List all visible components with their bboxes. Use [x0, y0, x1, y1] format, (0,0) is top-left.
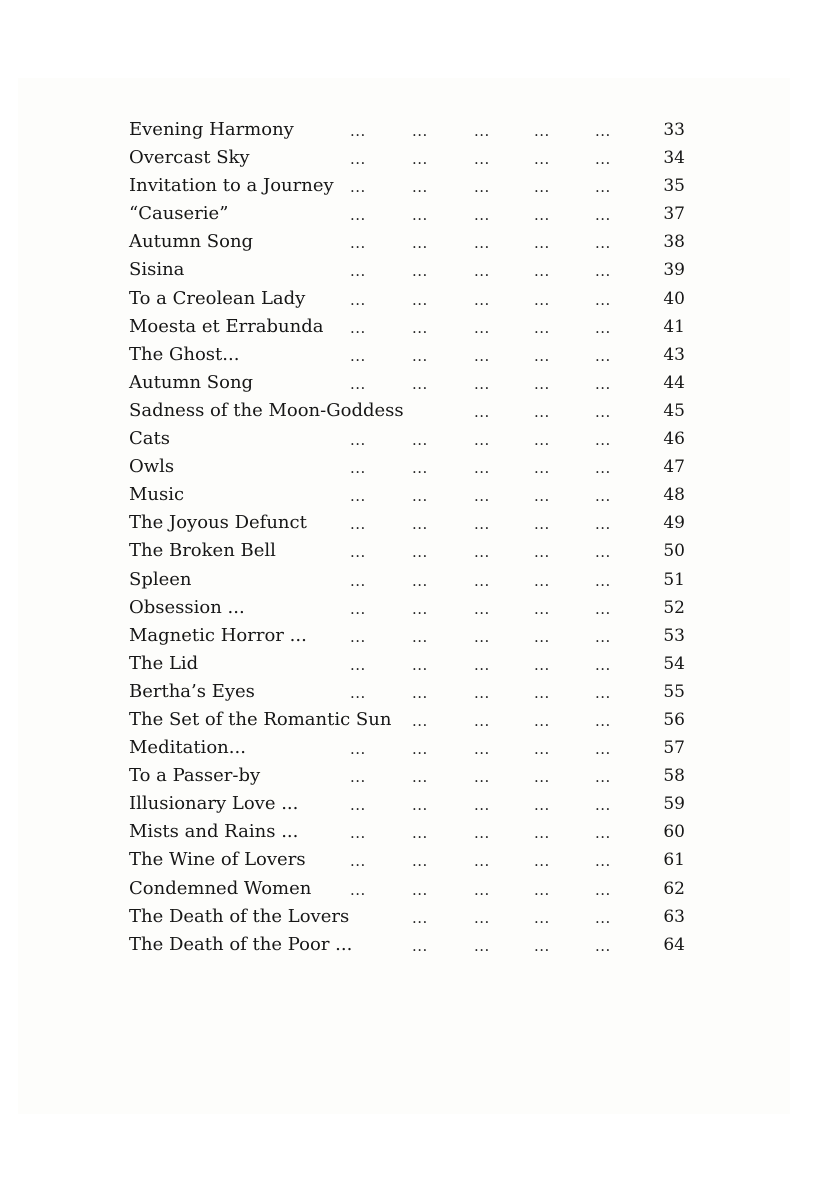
leader-dot-group: ...: [474, 487, 490, 506]
leader-dot-group: ...: [412, 627, 428, 646]
leader-dot-group: ...: [595, 543, 611, 562]
leader-dot-group: ...: [534, 852, 550, 871]
leader-dot-group: ...: [595, 234, 611, 253]
leader-dot-group: ...: [595, 487, 611, 506]
toc-entry-title: Obsession ...: [129, 596, 245, 618]
leader-dot-group: ...: [350, 852, 366, 871]
toc-entry-title: Meditation...: [129, 737, 246, 759]
toc-entry-title: Invitation to a Journey: [129, 175, 334, 197]
leader-dot-group: ...: [474, 459, 490, 478]
leader-dot-group: ...: [412, 515, 428, 534]
leader-dot-group: ...: [534, 122, 550, 140]
leader-dot-group: ...: [595, 768, 611, 787]
leader-dot-group: ...: [412, 740, 428, 759]
toc-entry-page: 39: [663, 260, 685, 281]
leader-dot-group: ...: [412, 487, 428, 506]
leader-dot-group: ...: [412, 459, 428, 478]
leader-dot-group: ...: [595, 571, 611, 590]
leader-dot-group: ...: [595, 655, 611, 674]
leader-dot-group: ...: [350, 150, 366, 169]
toc-entry-title: The Ghost...: [129, 343, 240, 365]
toc-leader-dots: [129, 453, 685, 481]
leader-dot-group: ...: [595, 346, 611, 365]
toc-entry-page: 44: [663, 372, 685, 393]
leader-dot-group: ...: [474, 178, 490, 197]
leader-dot-group: ...: [534, 262, 550, 281]
leader-dot-group: ...: [595, 318, 611, 337]
leader-dot-group: ...: [534, 150, 550, 169]
toc-entry: [129, 341, 685, 369]
toc-entry-page: 53: [663, 625, 685, 646]
toc-entry: [129, 172, 685, 200]
leader-dot-group: ...: [534, 431, 550, 450]
leader-dot-group: ...: [595, 178, 611, 197]
leader-dot-group: ...: [595, 515, 611, 534]
leader-dot-group: ...: [474, 711, 490, 730]
leader-dot-group: ...: [595, 740, 611, 759]
leader-dot-group: ...: [350, 459, 366, 478]
toc-leader-dots: [129, 650, 685, 678]
toc-entry: [129, 285, 685, 313]
leader-dot-group: ...: [534, 318, 550, 337]
leader-dot-group: ...: [350, 234, 366, 253]
leader-dot-group: ...: [474, 908, 490, 927]
toc-entry-title: To a Passer-by: [129, 765, 261, 787]
leader-dot-group: ...: [474, 122, 490, 140]
toc-entry: [129, 453, 685, 481]
toc-leader-dots: [129, 481, 685, 509]
leader-dot-group: ...: [534, 740, 550, 759]
leader-dot-group: ...: [534, 206, 550, 225]
leader-dot-group: ...: [595, 122, 611, 140]
leader-dot-group: ...: [350, 122, 366, 140]
toc-entry: [129, 734, 685, 762]
leader-dot-group: ...: [412, 852, 428, 871]
leader-dot-group: ...: [474, 936, 490, 955]
leader-dot-group: ...: [474, 796, 490, 815]
leader-dot-group: ...: [534, 936, 550, 955]
leader-dot-group: ...: [595, 374, 611, 393]
toc-entry-page: 46: [663, 429, 685, 450]
leader-dot-group: ...: [412, 571, 428, 590]
toc-entry-page: 38: [663, 232, 685, 253]
toc-leader-dots: [129, 425, 685, 453]
toc-entry: [129, 537, 685, 565]
toc-entry: [129, 650, 685, 678]
toc-entry-page: 37: [663, 204, 685, 225]
leader-dot-group: ...: [350, 627, 366, 646]
leader-dot-group: ...: [534, 908, 550, 927]
toc-entry-title: The Wine of Lovers: [129, 849, 306, 871]
toc-entry-title: Autumn Song: [129, 371, 254, 393]
toc-entry-page: 62: [663, 878, 685, 899]
leader-dot-group: ...: [595, 262, 611, 281]
toc-entry-title: Moesta et Errabunda: [129, 315, 324, 337]
toc-entry-title: Sisina: [129, 259, 185, 281]
leader-dot-group: ...: [412, 768, 428, 787]
leader-dot-group: ...: [474, 824, 490, 843]
leader-dot-group: ...: [412, 599, 428, 618]
toc-entry-title: The Death of the Poor ...: [129, 933, 353, 955]
toc-entry: [129, 903, 685, 931]
leader-dot-group: ...: [350, 740, 366, 759]
leader-dot-group: ...: [412, 683, 428, 702]
toc-entry-title: Illusionary Love ...: [129, 793, 299, 815]
toc-entry-title: Autumn Song: [129, 231, 254, 253]
toc-entry-page: 59: [663, 794, 685, 815]
toc-entry: [129, 678, 685, 706]
toc-entry: [129, 425, 685, 453]
leader-dot-group: ...: [474, 431, 490, 450]
toc-entry: [129, 369, 685, 397]
leader-dot-group: ...: [534, 543, 550, 562]
leader-dot-group: ...: [474, 262, 490, 281]
leader-dot-group: ...: [412, 234, 428, 253]
leader-dot-group: ...: [412, 206, 428, 225]
toc-entry-page: 58: [663, 766, 685, 787]
leader-dot-group: ...: [412, 122, 428, 140]
toc-entry-page: 43: [663, 344, 685, 365]
toc-entry: [129, 509, 685, 537]
toc-entry-page: 49: [663, 513, 685, 534]
leader-dot-group: ...: [412, 262, 428, 281]
leader-dot-group: ...: [412, 655, 428, 674]
leader-dot-group: ...: [350, 880, 366, 899]
leader-dot-group: ...: [474, 374, 490, 393]
toc-entry: [129, 116, 685, 144]
toc-entry-page: 34: [663, 148, 685, 169]
toc-entry: [129, 200, 685, 228]
leader-dot-group: ...: [474, 655, 490, 674]
toc-entry-title: The Set of the Romantic Sun: [129, 708, 392, 730]
toc-entry-title: The Joyous Defunct: [129, 512, 307, 534]
leader-dot-group: ...: [350, 431, 366, 450]
leader-dot-group: ...: [412, 374, 428, 393]
toc-entry: [129, 790, 685, 818]
leader-dot-group: ...: [350, 824, 366, 843]
leader-dot-group: ...: [534, 178, 550, 197]
toc-entry: [129, 566, 685, 594]
leader-dot-group: ...: [595, 936, 611, 955]
toc-entry-page: 45: [663, 400, 685, 421]
leader-dot-group: ...: [412, 796, 428, 815]
toc-entry-title: Evening Harmony: [129, 119, 294, 140]
leader-dot-group: ...: [595, 459, 611, 478]
leader-dot-group: ...: [595, 908, 611, 927]
leader-dot-group: ...: [534, 515, 550, 534]
leader-dot-group: ...: [474, 234, 490, 253]
leader-dot-group: ...: [474, 150, 490, 169]
toc-entry-title: “Causerie”: [129, 203, 229, 225]
leader-dot-group: ...: [474, 318, 490, 337]
toc-entry-page: 47: [663, 457, 685, 478]
leader-dot-group: ...: [534, 824, 550, 843]
leader-dot-group: ...: [474, 515, 490, 534]
toc-entry-title: Music: [129, 484, 185, 506]
leader-dot-group: ...: [412, 346, 428, 365]
toc-entry: [129, 846, 685, 874]
leader-dot-group: ...: [412, 936, 428, 955]
toc-entry-title: Overcast Sky: [129, 147, 250, 169]
leader-dot-group: ...: [474, 740, 490, 759]
leader-dot-group: ...: [412, 290, 428, 309]
toc-entry-title: Condemned Women: [129, 877, 312, 899]
leader-dot-group: ...: [534, 571, 550, 590]
toc-entry-title: Spleen: [129, 568, 192, 590]
leader-dot-group: ...: [595, 880, 611, 899]
leader-dot-group: ...: [595, 852, 611, 871]
leader-dot-group: ...: [534, 768, 550, 787]
toc-entry-page: 64: [663, 934, 685, 955]
leader-dot-group: ...: [474, 683, 490, 702]
leader-dot-group: ...: [474, 543, 490, 562]
toc-entry: [129, 875, 685, 903]
leader-dot-group: ...: [534, 880, 550, 899]
leader-dot-group: ...: [595, 402, 611, 421]
leader-dot-group: ...: [350, 655, 366, 674]
toc-entry-page: 56: [663, 709, 685, 730]
leader-dot-group: ...: [350, 487, 366, 506]
leader-dot-group: ...: [412, 178, 428, 197]
toc-entry-page: 50: [663, 541, 685, 562]
leader-dot-group: ...: [350, 346, 366, 365]
toc-entry: [129, 594, 685, 622]
toc-entry-title: To a Creolean Lady: [129, 287, 306, 309]
leader-dot-group: ...: [350, 543, 366, 562]
leader-dot-group: ...: [474, 290, 490, 309]
leader-dot-group: ...: [595, 599, 611, 618]
leader-dot-group: ...: [534, 487, 550, 506]
toc-entry: [129, 931, 685, 959]
toc-leader-dots: [129, 256, 685, 284]
leader-dot-group: ...: [534, 796, 550, 815]
leader-dot-group: ...: [350, 178, 366, 197]
toc-entry-page: 60: [663, 822, 685, 843]
toc-entry-page: 63: [663, 906, 685, 927]
leader-dot-group: ...: [595, 796, 611, 815]
leader-dot-group: ...: [350, 571, 366, 590]
toc-entry-title: Bertha’s Eyes: [129, 680, 255, 702]
toc-entry-title: The Death of the Lovers: [129, 905, 350, 927]
toc-entry-page: 52: [663, 597, 685, 618]
toc-entry-page: 61: [663, 850, 685, 871]
leader-dot-group: ...: [412, 880, 428, 899]
leader-dot-group: ...: [412, 431, 428, 450]
leader-dot-group: ...: [534, 599, 550, 618]
toc-entry-page: 40: [663, 288, 685, 309]
toc-entry-page: 51: [663, 569, 685, 590]
leader-dot-group: ...: [350, 796, 366, 815]
leader-dot-group: ...: [474, 768, 490, 787]
leader-dot-group: ...: [474, 206, 490, 225]
leader-dot-group: ...: [474, 880, 490, 899]
leader-dot-group: ...: [595, 150, 611, 169]
leader-dot-group: ...: [595, 711, 611, 730]
leader-dot-group: ...: [350, 262, 366, 281]
toc-entry-title: The Lid: [129, 652, 199, 674]
toc-entry-page: 33: [663, 120, 685, 140]
leader-dot-group: ...: [595, 627, 611, 646]
leader-dot-group: ...: [350, 768, 366, 787]
leader-dot-group: ...: [534, 627, 550, 646]
toc-entry-page: 57: [663, 738, 685, 759]
toc-entry-page: 41: [663, 316, 685, 337]
leader-dot-group: ...: [412, 908, 428, 927]
toc-entry-title: The Broken Bell: [129, 540, 276, 562]
leader-dot-group: ...: [412, 711, 428, 730]
table-of-contents: [129, 116, 685, 959]
toc-entry-title: Cats: [129, 428, 170, 450]
leader-dot-group: ...: [534, 655, 550, 674]
leader-dot-group: ...: [412, 824, 428, 843]
leader-dot-group: ...: [534, 290, 550, 309]
leader-dot-group: ...: [474, 627, 490, 646]
leader-dot-group: ...: [534, 402, 550, 421]
toc-entry-title: Sadness of the Moon-Goddess: [129, 399, 404, 421]
leader-dot-group: ...: [595, 290, 611, 309]
toc-entry-page: 55: [663, 681, 685, 702]
leader-dot-group: ...: [412, 150, 428, 169]
leader-dot-group: ...: [350, 683, 366, 702]
leader-dot-group: ...: [595, 431, 611, 450]
leader-dot-group: ...: [350, 318, 366, 337]
leader-dot-group: ...: [474, 571, 490, 590]
leader-dot-group: ...: [534, 683, 550, 702]
toc-entry: [129, 397, 685, 425]
toc-entry: [129, 313, 685, 341]
toc-entry-title: Owls: [129, 456, 175, 478]
leader-dot-group: ...: [595, 206, 611, 225]
toc-entry-page: 35: [663, 176, 685, 197]
toc-entry: [129, 256, 685, 284]
leader-dot-group: ...: [474, 852, 490, 871]
leader-dot-group: ...: [474, 346, 490, 365]
leader-dot-group: ...: [412, 543, 428, 562]
toc-entry-page: 48: [663, 485, 685, 506]
leader-dot-group: ...: [474, 402, 490, 421]
leader-dot-group: ...: [350, 290, 366, 309]
toc-entry-page: 54: [663, 653, 685, 674]
leader-dot-group: ...: [534, 346, 550, 365]
leader-dot-group: ...: [350, 515, 366, 534]
leader-dot-group: ...: [350, 374, 366, 393]
toc-entry: [129, 762, 685, 790]
leader-dot-group: ...: [534, 374, 550, 393]
toc-entry-title: Mists and Rains ...: [129, 821, 299, 843]
toc-leader-dots: [129, 566, 685, 594]
leader-dot-group: ...: [534, 459, 550, 478]
leader-dot-group: ...: [412, 318, 428, 337]
toc-entry: [129, 481, 685, 509]
toc-entry: [129, 622, 685, 650]
leader-dot-group: ...: [474, 599, 490, 618]
toc-entry: [129, 228, 685, 256]
leader-dot-group: ...: [534, 711, 550, 730]
leader-dot-group: ...: [350, 599, 366, 618]
toc-entry: [129, 144, 685, 172]
leader-dot-group: ...: [595, 824, 611, 843]
toc-entry: [129, 818, 685, 846]
toc-entry-title: Magnetic Horror ...: [129, 624, 307, 646]
leader-dot-group: ...: [350, 206, 366, 225]
leader-dot-group: ...: [534, 234, 550, 253]
leader-dot-group: ...: [595, 683, 611, 702]
toc-entry: [129, 706, 685, 734]
